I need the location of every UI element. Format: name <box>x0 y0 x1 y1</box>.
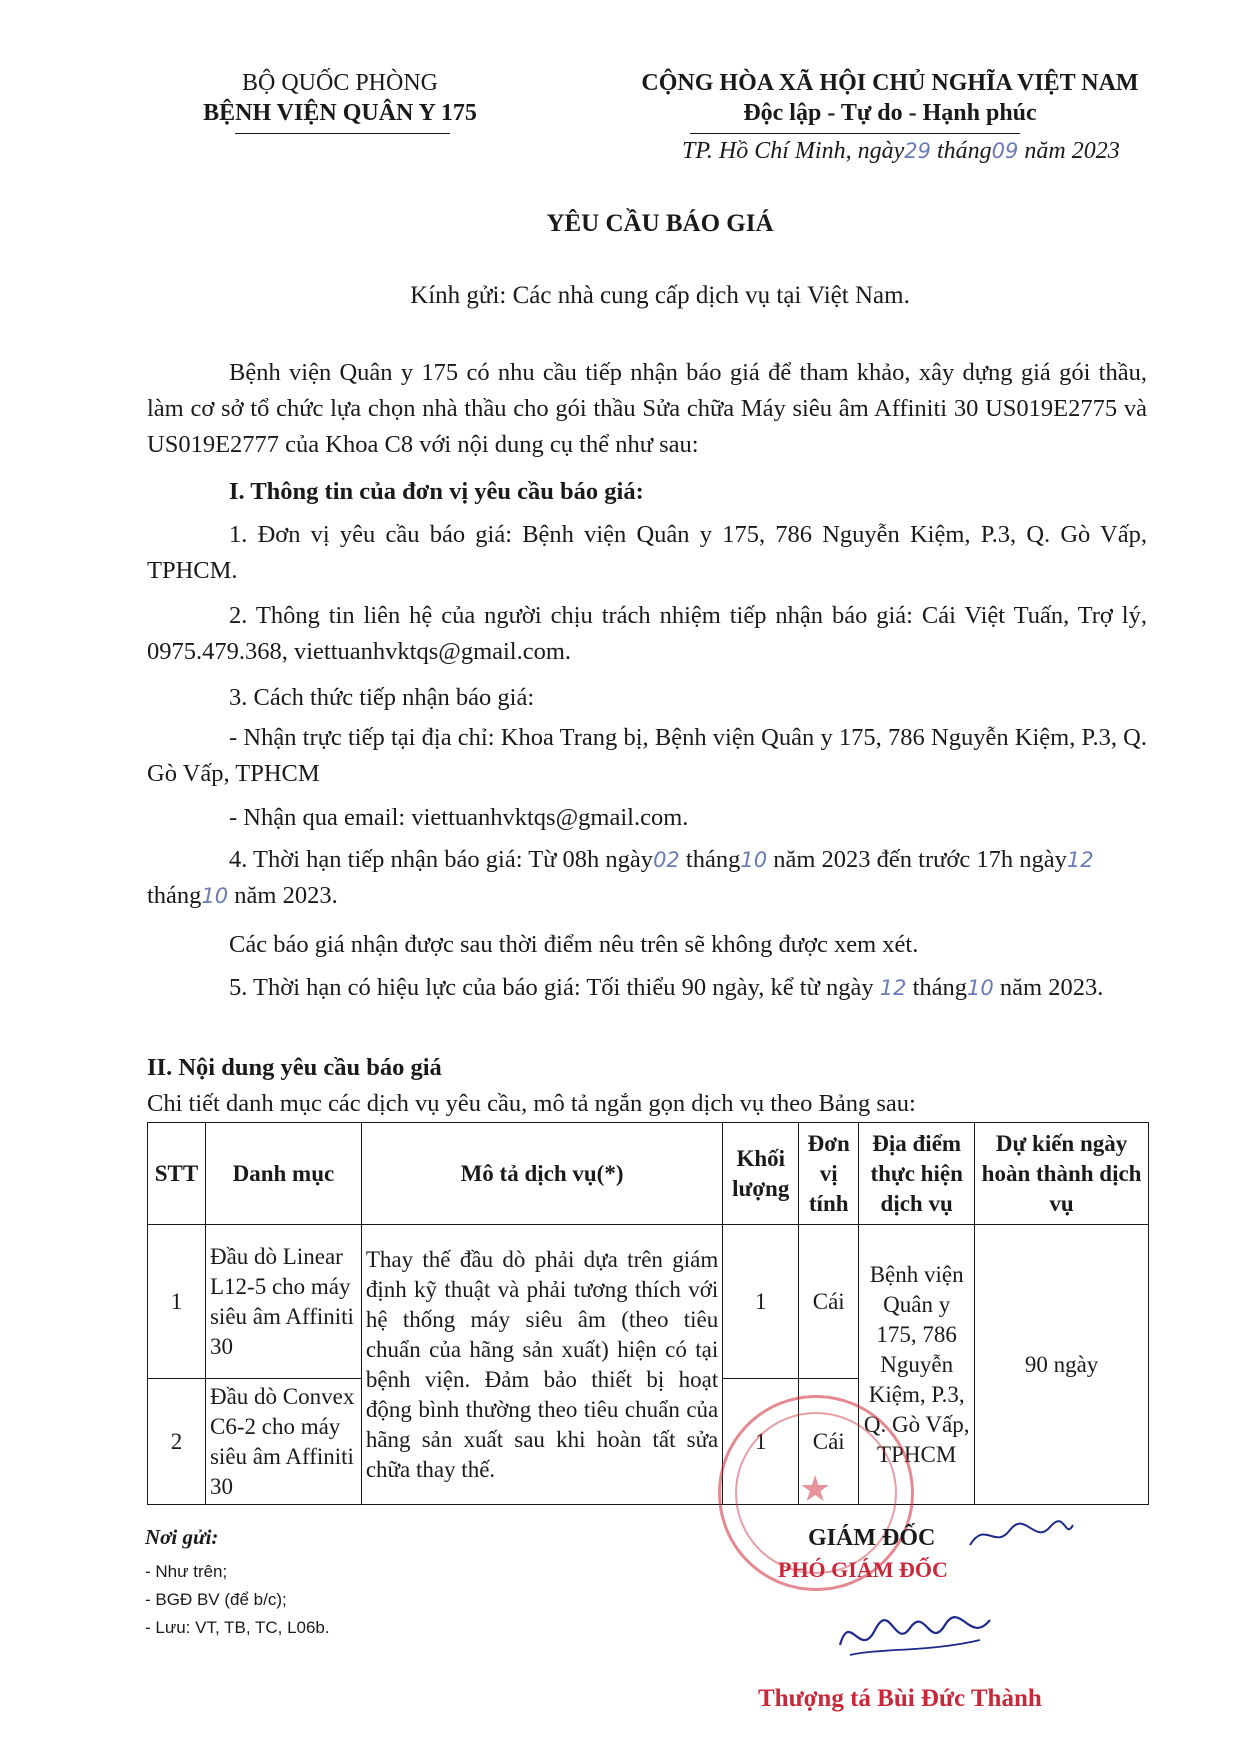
section1-heading: I. Thông tin của đơn vị yêu cầu báo giá: <box>229 478 644 505</box>
section1-item3: 3. Cách thức tiếp nhận báo giá: <box>229 684 535 711</box>
section1-item3a: - Nhận trực tiếp tại địa chỉ: Khoa Trang bị, Bệnh viện Quân y 175, 786 Nguyễn Kiệm, P.3, Q. Gò Vấp, TPHCM <box>147 724 1147 787</box>
row1-name: Đầu dò Linear L12-5 cho máy siêu âm Affiniti 30 <box>205 1225 361 1379</box>
completion-time: 90 ngày <box>975 1225 1149 1505</box>
page-title: YÊU CẦU BÁO GIÁ <box>546 210 774 237</box>
header-quantity: Khối lượng <box>723 1123 799 1225</box>
motto-underline <box>690 133 1020 134</box>
row2-qty: 1 <box>723 1379 799 1505</box>
row1-qty: 1 <box>723 1225 799 1379</box>
table-row <box>148 1225 1149 1379</box>
row1-stt: 1 <box>148 1225 206 1379</box>
item4-day2: 12 <box>1066 848 1094 872</box>
date-prefix: TP. Hồ Chí Minh, ngày <box>682 138 905 164</box>
issue-date <box>682 138 1202 165</box>
greeting: Kính gửi: Các nhà cung cấp dịch vụ tại Việt Nam. <box>410 282 910 309</box>
item5-text-b: tháng <box>912 974 968 1001</box>
header-completion: Dự kiến ngày hoàn thành dịch vụ <box>975 1123 1149 1225</box>
nation-name: CỘNG HÒA XÃ HỘI CHỦ NGHĨA VIỆT NAM <box>641 70 1139 96</box>
recipients-label: Nơi gửi: <box>145 1525 219 1549</box>
item4-text-b: tháng <box>685 846 741 873</box>
section2-subtitle: Chi tiết danh mục các dịch vụ yêu cầu, mô tả ngắn gọn dịch vụ theo Bảng sau: <box>147 1090 916 1117</box>
item4-text-e: tháng <box>147 882 202 909</box>
signature-title: GIÁM ĐỐC <box>808 1525 936 1551</box>
section1-item3b: - Nhận qua email: viettuanhvktqs@gmail.com. <box>229 804 689 831</box>
service-description: Thay thế đầu dò phải dựa trên giám định kỹ thuật và phải tương thích với hệ thống máy siêu âm (theo tiêu chuẩn của hãng sản xuất) hiện có tại bệnh viện. Đảm bảo thiết bị hoạt động bình thường theo tiêu chuẩn của hãng sản xuất sau khi hoàn tất sửa chữa thay thế. <box>361 1225 722 1505</box>
header-category: Danh mục <box>205 1123 361 1225</box>
row2-unit: Cái <box>799 1379 859 1505</box>
row1-unit: Cái <box>799 1225 859 1379</box>
item5-month: 10 <box>967 976 994 1000</box>
section1-item1: 1. Đơn vị yêu cầu báo giá: Bệnh viện Quân y 175, 786 Nguyễn Kiệm, P.3, Q. Gò Vấp, TPHCM. <box>147 521 1147 584</box>
item5-text-a: 5. Thời hạn có hiệu lực của báo giá: Tối thiểu 90 ngày, kể từ ngày <box>229 974 874 1001</box>
date-month-label: tháng <box>936 138 992 164</box>
header-stt: STT <box>148 1123 206 1225</box>
header-unit: Đơn vị tính <box>799 1123 859 1225</box>
signer-name: Thượng tá Bùi Đức Thành <box>758 1685 1042 1712</box>
item5-text-c: năm <box>999 974 1043 1001</box>
row2-stt: 2 <box>148 1379 206 1505</box>
date-month: 09 <box>991 139 1019 163</box>
list-item: - BGĐ BV (để b/c); <box>145 1590 287 1609</box>
seal-star-icon: ★ <box>799 1469 832 1509</box>
hospital-name: BỆNH VIỆN QUÂN Y 175 <box>203 100 477 126</box>
services-table <box>147 1122 1149 1505</box>
signature-deputy: PHÓ GIÁM ĐỐC <box>778 1557 948 1582</box>
hospital-underline <box>235 133 450 134</box>
header-location: Địa điểm thực hiện dịch vụ <box>859 1123 975 1225</box>
signature-scribble-icon <box>830 1600 1000 1670</box>
item5-day: 12 <box>879 976 907 1000</box>
item4-text-f: năm 2023. <box>234 882 338 909</box>
table-header-row <box>148 1123 1149 1225</box>
recipients-list <box>145 1558 330 1642</box>
item4-month2: 10 <box>201 884 229 908</box>
header-description: Mô tả dịch vụ(*) <box>361 1123 722 1225</box>
initials-scribble-icon <box>965 1515 1075 1555</box>
item5-year: 2023. <box>1048 974 1104 1001</box>
row2-name: Đầu dò Convex C6-2 cho máy siêu âm Affiniti 30 <box>205 1379 361 1505</box>
service-location: Bệnh viện Quân y 175, 786 Nguyễn Kiệm, P.3, Q. Gò Vấp, TPHCM <box>859 1225 975 1505</box>
list-item: - Như trên; <box>145 1562 228 1581</box>
date-year: năm 2023 <box>1024 138 1120 164</box>
date-day: 29 <box>904 139 931 163</box>
item4-text-c: năm 2023 đến trước 17h <box>773 846 1014 873</box>
item4-text-d: ngày <box>1019 846 1067 873</box>
item4-day1: 02 <box>653 848 680 872</box>
item4-month1: 10 <box>740 848 768 872</box>
intro-paragraph: Bệnh viện Quân y 175 có nhu cầu tiếp nhận báo giá để tham khảo, xây dựng giá gói thầu, làm cơ sở tổ chức lựa chọn nhà thầu cho gói thầu Sửa chữa Máy siêu âm Affiniti 30 US019E2775 và US019E2777 của Khoa C8 với nội dung cụ thể như sau: <box>147 359 1147 458</box>
section1-item4 <box>147 842 1152 914</box>
section1-item2: 2. Thông tin liên hệ của người chịu trách nhiệm tiếp nhận báo giá: Cái Việt Tuấn, Trợ lý, 0975.479.368, viettuanhvktqs@gmail.com. <box>147 602 1147 665</box>
late-note: Các báo giá nhận được sau thời điểm nêu trên sẽ không được xem xét. <box>229 931 919 958</box>
ministry-name: BỘ QUỐC PHÒNG <box>241 70 439 96</box>
motto: Độc lập - Tự do - Hạnh phúc <box>743 100 1037 126</box>
list-item: - Lưu: VT, TB, TC, L06b. <box>145 1618 330 1637</box>
item4-text-a: 4. Thời hạn tiếp nhận báo giá: Từ 08h ngày <box>229 846 654 873</box>
section1-item5 <box>147 970 1152 1006</box>
section2-heading: II. Nội dung yêu cầu báo giá <box>147 1054 442 1081</box>
